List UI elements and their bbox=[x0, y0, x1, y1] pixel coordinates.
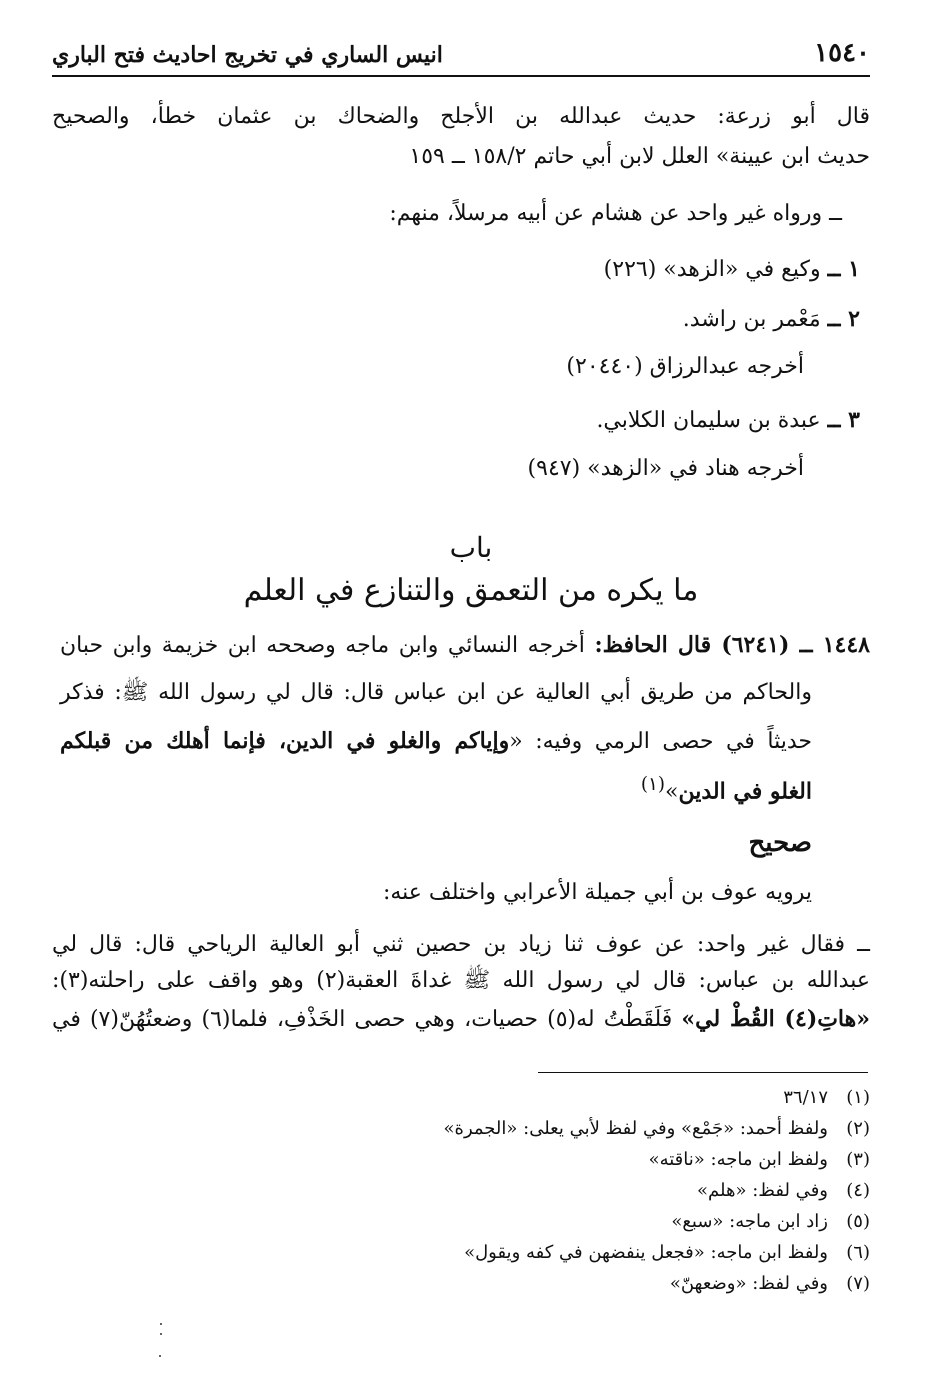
footnote-key: (١) bbox=[846, 1087, 870, 1108]
footnote bbox=[783, 1084, 870, 1112]
text-rest: فَلَقَطْتُ له(٥) حصيات، وهي حصى الخَذْفِ، فلما(٦) وضعتُهُنّ(٧) في bbox=[52, 1007, 673, 1032]
text-line: حديث ابن عيينة» العلل لابن أبي حاتم ١٥٨/٢ ــ ١٥٩ bbox=[409, 144, 870, 169]
footnote-key: (٢) bbox=[846, 1118, 870, 1139]
footnote-text: ولفظ ابن ماجه: «ناقته» bbox=[648, 1149, 828, 1170]
quote-close: » bbox=[665, 779, 679, 805]
footnote-key: (٦) bbox=[846, 1242, 870, 1263]
section-title: ما يكره من التعمق والتنازع في العلم bbox=[243, 573, 699, 608]
running-header bbox=[52, 34, 870, 74]
footnote-key: (٧) bbox=[846, 1273, 870, 1294]
text-line: ــ فقال غير واحد: عن عوف ثنا زياد بن حصين ثني أبو العالية الرياحي قال: قال لي bbox=[52, 932, 870, 957]
footnote bbox=[649, 1146, 870, 1174]
list-item bbox=[604, 252, 860, 287]
list-text: أخرجه عبدالرزاق (٢٠٤٤٠) bbox=[566, 354, 804, 379]
hadith-number: ١٤٤٨ ــ (٦٢٤١) قال الحافظ: bbox=[594, 632, 870, 658]
hadith-text: أخرجه النسائي وابن ماجه وصححه ابن خزيمة وابن حبان bbox=[60, 633, 585, 658]
footnote-key: (٣) bbox=[846, 1149, 870, 1170]
list-number: ٢ ــ bbox=[827, 306, 860, 332]
text-line bbox=[52, 1002, 870, 1037]
header-rule bbox=[52, 75, 870, 77]
text-line: يرويه عوف بن أبي جميلة الأعرابي واختلف عنه: bbox=[382, 880, 812, 905]
footnote bbox=[670, 1270, 870, 1298]
list-text: أخرجه هناد في «الزهد» (٩٤٧) bbox=[527, 456, 804, 481]
hadith-line bbox=[641, 768, 812, 809]
footnote-text: ولفظ أحمد: «جَمْع» وفي لفظ لأبي يعلى: «الجمرة» bbox=[443, 1118, 828, 1139]
list-item bbox=[528, 452, 804, 486]
footnote bbox=[464, 1239, 870, 1267]
footnote-text: ٣٦/١٧ bbox=[783, 1087, 828, 1108]
hadith-line: والحاكم من طريق أبي العالية عن ابن عباس قال: قال لي رسول الله ﷺ: فذكر bbox=[60, 680, 812, 705]
hadith-line bbox=[60, 724, 812, 759]
list-item bbox=[566, 350, 804, 384]
quote-bold: «هاتِ(٤) القُطْ لي» bbox=[681, 1006, 870, 1032]
list-number: ١ ــ bbox=[827, 256, 860, 282]
hadith-line bbox=[60, 628, 870, 663]
footnote-key: (٤) bbox=[846, 1180, 870, 1201]
footnote-rule bbox=[538, 1072, 868, 1073]
list-text: وكيع في «الزهد» (٢٢٦) bbox=[603, 257, 821, 282]
footnote-ref: (١) bbox=[640, 774, 666, 795]
footnote-text: ولفظ ابن ماجه: «فجعل ينفضهن في كفه ويقول» bbox=[464, 1242, 828, 1263]
list-number: ٣ ــ bbox=[827, 407, 860, 433]
hadith-text: حديثاً في حصى الرمي وفيه: « bbox=[509, 729, 812, 754]
list-text: عبدة بن سليمان الكلابي. bbox=[596, 408, 821, 433]
footnote bbox=[444, 1115, 870, 1143]
hadith-quote: وإياكم والغلو في الدين، فإنما أهلك من قبلكم bbox=[60, 728, 510, 754]
page-number: ١٥٤٠ bbox=[814, 38, 870, 68]
text-line: ــ ورواه غير واحد عن هشام عن أبيه مرسلاً، منهم: bbox=[389, 201, 842, 226]
verdict-heading: صحيح bbox=[748, 828, 812, 858]
list-item bbox=[683, 302, 860, 337]
footnote bbox=[671, 1208, 870, 1236]
scan-specks bbox=[158, 1320, 164, 1360]
text-line: عبدالله بن عباس: قال لي رسول الله ﷺ غداةَ العقبة(٢) وهو واقف على راحلته(٣): bbox=[52, 968, 870, 993]
book-title: انيس الساري في تخريج احاديث فتح الباري bbox=[52, 42, 443, 68]
hadith-quote: الغلو في الدين bbox=[678, 778, 812, 805]
footnote-text: زاد ابن ماجه: «سبع» bbox=[671, 1211, 828, 1232]
list-text: مَعْمر بن راشد. bbox=[682, 307, 821, 332]
list-item bbox=[596, 403, 860, 438]
footnote-text: وفي لفظ: «هلم» bbox=[697, 1180, 828, 1201]
footnote-key: (٥) bbox=[846, 1211, 870, 1232]
footnote-text: وفي لفظ: «وضعهنّ» bbox=[669, 1273, 828, 1294]
footnote bbox=[697, 1177, 870, 1205]
section-label: باب bbox=[449, 531, 493, 564]
text-line: قال أبو زرعة: حديث عبدالله بن الأجلح والضحاك بن عثمان خطأ، والصحيح bbox=[52, 104, 870, 129]
